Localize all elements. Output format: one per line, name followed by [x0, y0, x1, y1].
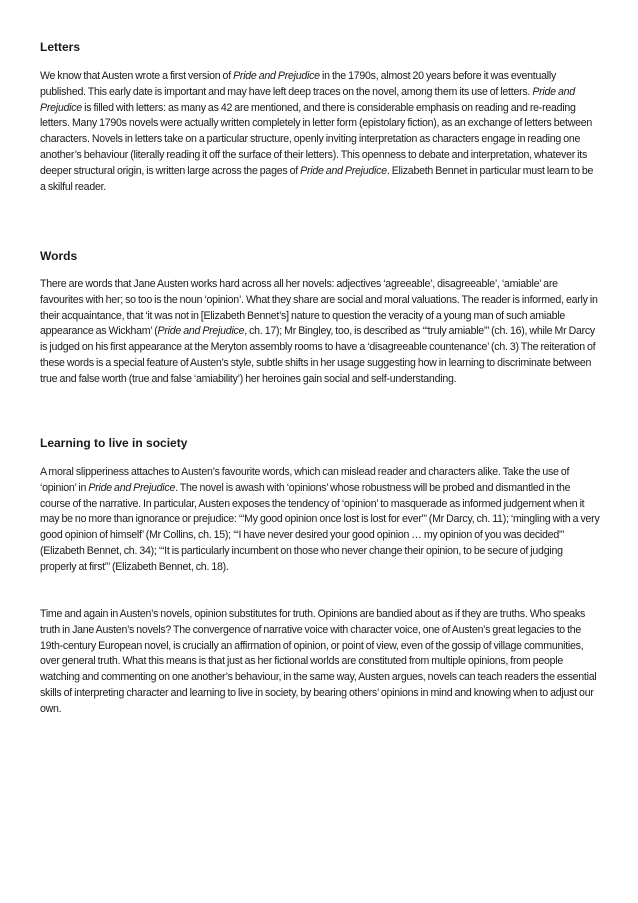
- italic-title: Pride and Prejudice: [88, 481, 176, 494]
- paragraph-society: A moral slipperiness attaches to Austen’s favourite words, which can mislead reader and characters alike. Take the use of ‘opinion’ in Pride and Prejudice. The novel is awash with ‘opinions’ whose robustness will be probed and dismantled in the course of the narrative. In particular, Austen exposes the tendency of ‘opinion’ to masquerade as informed judgement when it may be no more than ignorance or prejudice: ‘“My good opinion once lost is lost for ever”’ (Mr Darcy, ch. 11); ‘mingling with a very good opinion of himself’ (Mr Collins, ch. 15); ‘“I have never desired your good opinion … my opinion of you was decided”’ (Elizabeth Bennet, ch. 34); ‘“It is particularly incumbent on those who never change their opinion, to be secure of judging properly at first”’ (Elizabeth Bennet, ch. 18).: [40, 466, 600, 573]
- section-heading-letters: Letters: [40, 40, 81, 54]
- italic-title: Pride and Prejudice: [40, 85, 575, 114]
- italic-title: Pride and Prejudice: [233, 70, 320, 82]
- section-heading-words: Words: [40, 249, 78, 263]
- paragraph-final: Time and again in Austen’s novels, opinion substitutes for truth. Opinions are bandied about as if they are truths. Who speaks truth in Jane Austen’s novels? The convergence of narrative voice with character voice, one of Austen’s great legacies to the 19th-century European novel, is crucially an affirmation of opinion, or point of view, even of the gossip of village communities, over general truth. What this means is that just as her fictional worlds are constituted from multiple opinions, from people watching and commenting on one another’s behaviour, in the same way, Austen argues, novels can teach readers the essential skills of interpreting character and learning to live in society, by bearing others’ opinions in mind and knowing when to adjust our own.: [40, 608, 597, 715]
- section-heading-society: Learning to live in society: [40, 436, 188, 450]
- italic-title: Pride and Prejudice: [157, 325, 245, 338]
- paragraph-letters: We know that Austen wrote a first version of Pride and Prejudice in the 1790s, almost 20 years before it was eventually published. This early date is important and may have left deep traces on the novel, among them its use of letters. Pride and Prejudice is filled with letters: as many as 42 are mentioned, and there is considerable emphasis on reading and re-reading letters. Many 1790s novels were actually written completely in letter form (epistolary fiction), as an exchange of letters between characters. Novels in letters take on a particular structure, openly inviting interpretation as characters engage in reading one another’s behaviour (literally reading it off the surface of their letters). This openness to debate and interpretation, whatever its deeper structural origin, is written large across the pages of Pride and Prejudice. Elizabeth Bennet in particular must learn to be a skilful reader.: [40, 70, 594, 193]
- italic-title: Pride and Prejudice: [300, 164, 387, 177]
- paragraph-words: There are words that Jane Austen works hard across all her novels: adjectives ‘agreeable’, disagreeable’, ‘amiable’ are favourites with her; so too is the noun ‘opinion’. What they share are social and moral valuations. The reader is informed, early in their acquaintance, that ‘it was not in [Elizabeth Bennet’s] nature to question the veracity of a young man of such amiable appearance as Wickham’ (Pride and Prejudice, ch. 17); Mr Bingley, too, is described as ‘“truly amiable”’ (ch. 16), while Mr Darcy is judged on his first appearance at the Meryton assembly rooms to have a ‘disagreeable countenance’ (ch. 3) The reiteration of these words is a special feature of Austen’s style, subtle shifts in her usage suggesting how in learning to discriminate between true and false worth (true and false ‘amiability’) her heroines gain social and self-understanding.: [40, 278, 598, 385]
